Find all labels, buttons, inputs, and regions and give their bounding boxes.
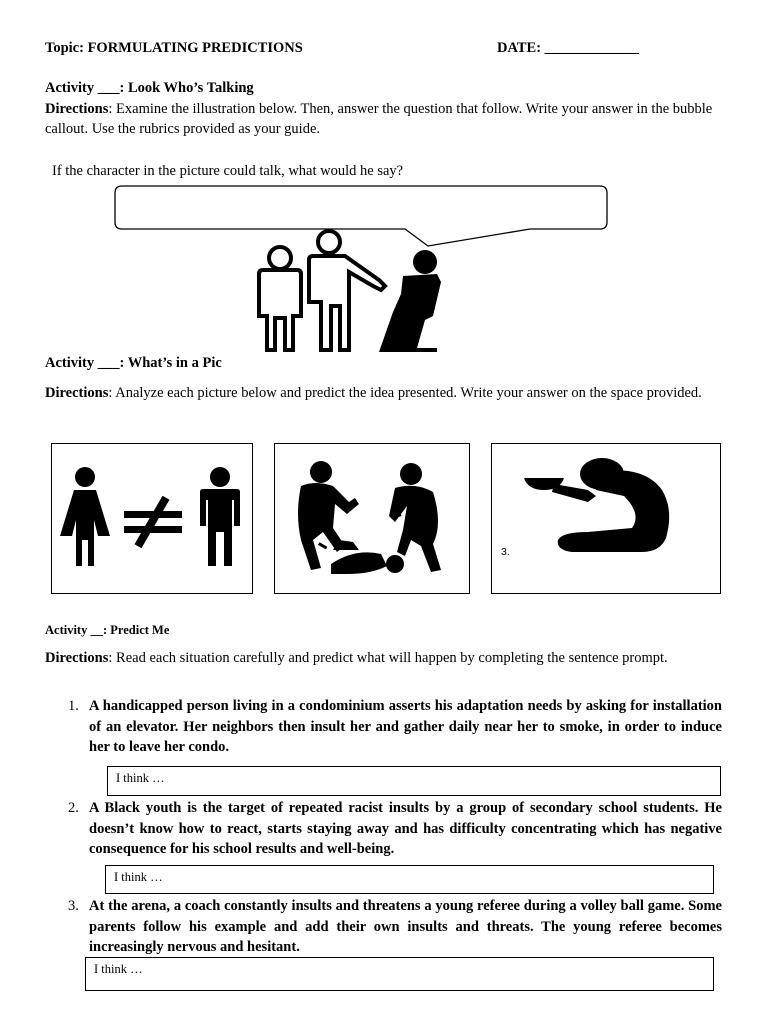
list-item xyxy=(68,798,722,860)
topic-value: FORMULATING PREDICTIONS xyxy=(87,40,303,56)
picture-number-label: 3. xyxy=(501,546,510,558)
item-text: A Black youth is the target of repeated racist insults by a group of secondary school students. He doesn’t know how to react, starts staying away and has difficulty concentrating which has negative consequence for his school results and well-being. xyxy=(89,800,722,857)
date-field[interactable]: DATE: _____________ xyxy=(497,40,639,56)
list-item xyxy=(68,896,722,958)
outline-person-left-icon xyxy=(259,247,301,350)
answer-field-2[interactable]: I think … xyxy=(105,865,714,894)
talking-figures-illustration xyxy=(245,228,455,358)
activity2-title: Activity ___: What’s in a Pic xyxy=(45,355,222,371)
begging-person-icon xyxy=(492,444,720,593)
list-item xyxy=(68,696,722,758)
item-number: 3. xyxy=(68,898,79,914)
activity1-title: Activity ___: Look Who’s Talking xyxy=(45,80,254,96)
activity3-directions xyxy=(45,648,722,668)
topic-label: Topic: xyxy=(45,40,84,56)
item-number: 1. xyxy=(68,698,79,714)
activity3-title: Activity __: Predict Me xyxy=(45,623,170,637)
answer-field-3[interactable]: I think … xyxy=(85,957,714,991)
item-text: A handicapped person living in a condominium asserts his adaptation needs by asking for installation of an elevator. Her neighbors then insult her and gather daily near her to smoke, in order to induce her to leave her condo. xyxy=(89,698,722,755)
item-number: 2. xyxy=(68,800,79,816)
activity1-question: If the character in the picture could talk, what would he say? xyxy=(52,163,404,179)
directions-text: : Examine the illustration below. Then, answer the question that follow. Write your answer in the bubble callout. Use the rubrics provided as your guide. xyxy=(45,101,713,137)
gender-inequality-icon xyxy=(52,444,252,593)
picture-box-3[interactable] xyxy=(491,443,721,594)
directions-text: : Read each situation carefully and predict what will happen by completing the sentence prompt. xyxy=(108,650,668,666)
directions-label: Directions xyxy=(45,101,109,117)
directions-label: Directions xyxy=(45,650,109,666)
directions-label: Directions xyxy=(45,385,109,401)
answer-field-1[interactable]: I think … xyxy=(107,766,721,796)
solid-person-sad-icon xyxy=(379,250,441,352)
item-text: At the arena, a coach constantly insults and threatens a young referee during a volley ball game. Some parents follow his example and add their own insults and threats. The young referee becomes increasingly nervous and hesitant. xyxy=(89,898,722,955)
activity2-directions xyxy=(45,383,720,403)
picture-box-2[interactable] xyxy=(274,443,470,594)
picture-box-1[interactable] xyxy=(51,443,253,594)
directions-text: : Analyze each picture below and predict the idea presented. Write your answer on the space provided. xyxy=(108,385,702,401)
outline-person-pointing-icon xyxy=(309,231,385,350)
bullying-icon xyxy=(275,444,469,593)
